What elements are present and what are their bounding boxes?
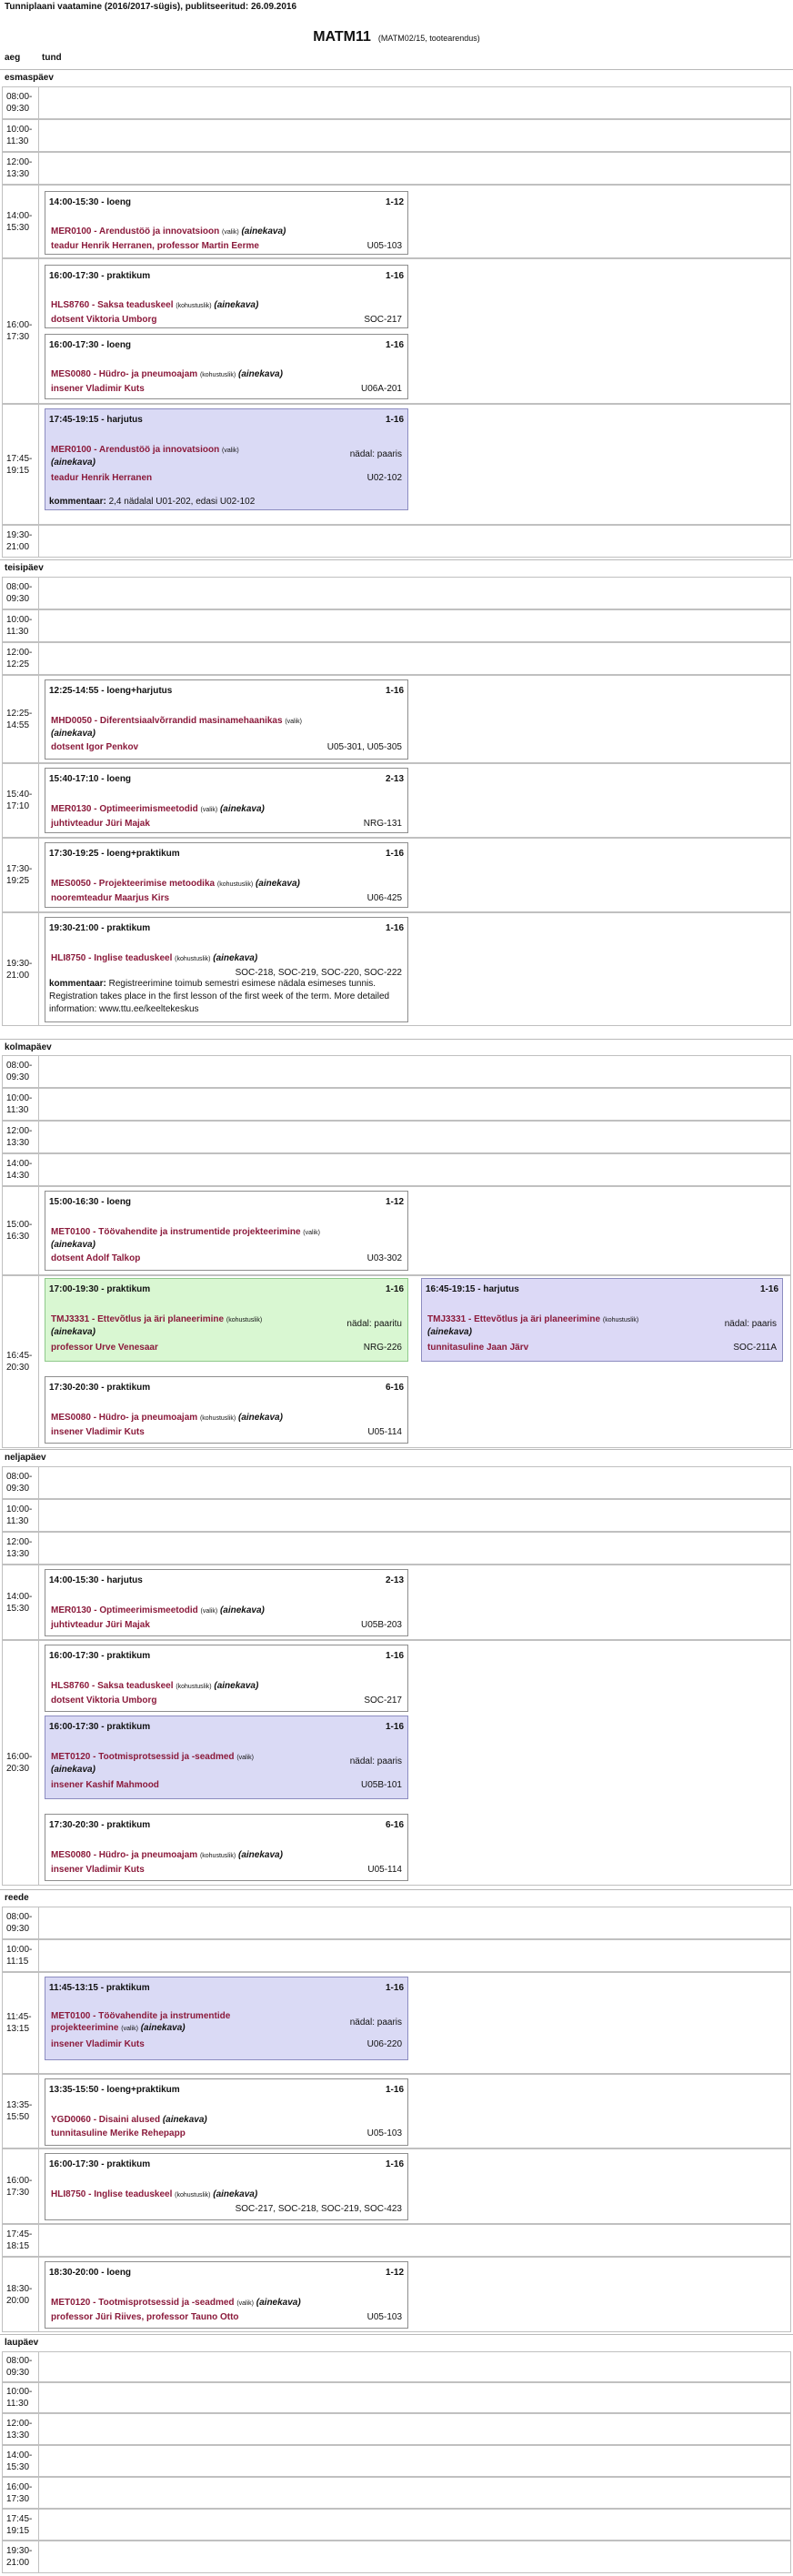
course-link[interactable]: MES0050 - Projekteerimise metoodika xyxy=(51,879,216,889)
class-block[interactable] xyxy=(45,265,408,328)
course-link[interactable]: MER0100 - Arendustöö ja innovatsioon xyxy=(51,445,220,455)
time-row xyxy=(2,1972,791,2074)
time-row xyxy=(2,838,791,912)
class-time-type: 17:45-19:15 - harjutus 1-16 xyxy=(49,415,404,425)
time-row xyxy=(2,1121,791,1153)
class-weeks: 6-16 xyxy=(385,1820,404,1830)
syllabus-link[interactable]: (ainekava) xyxy=(238,369,283,379)
day-thursday: neljapäev xyxy=(0,1449,793,1465)
time-label: 19:30- 21:00 xyxy=(3,2541,39,2572)
class-time-type: 19:30-21:00 - praktikum 1-16 xyxy=(49,923,404,933)
time-row xyxy=(2,1939,791,1972)
time-row xyxy=(2,1907,791,1939)
class-block[interactable] xyxy=(45,1716,408,1799)
time-row xyxy=(2,1153,791,1186)
syllabus-link[interactable]: (ainekava) xyxy=(51,1240,95,1250)
class-details: MER0100 - Arendustöö ja innovatsioon (valik) (ainekava) nädal: paaris teadur Henrik Herranen U02-102 xyxy=(51,445,402,483)
class-weeks: 1-16 xyxy=(385,340,404,350)
room: U05-114 xyxy=(367,1427,402,1437)
class-block[interactable] xyxy=(45,408,408,510)
class-details: HLI8750 - Inglise teaduskeel (kohustuslik) (ainekava) SOC-217, SOC-218, SOC-219, SOC-423 xyxy=(51,2189,402,2214)
class-block[interactable] xyxy=(45,334,408,399)
class-details: MES0050 - Projekteerimise metoodika (kohustuslik) (ainekava) nooremteadur Maarjus Kirs U06-425 xyxy=(51,879,402,903)
time-label: 12:00- 13:30 xyxy=(3,153,39,184)
lecturer-name: tunnitasuline Jaan Järv xyxy=(427,1343,529,1353)
lecturer-name: dotsent Adolf Talkop xyxy=(51,1253,141,1263)
class-details xyxy=(51,2114,402,2138)
time-row xyxy=(2,1275,791,1448)
time-row xyxy=(2,912,791,1026)
class-time-type: 16:45-19:15 - harjutus 1-16 xyxy=(426,1284,778,1294)
class-block[interactable] xyxy=(45,1645,408,1712)
course-link[interactable]: TMJ3331 - Ettevõtlus ja äri planeerimine xyxy=(51,1314,225,1324)
course-link[interactable]: HLI8750 - Inglise teaduskeel xyxy=(51,953,173,963)
class-weeks: 2-13 xyxy=(385,774,404,784)
class-block[interactable] xyxy=(45,842,408,908)
group-note: (MATM02/15, tootearendus) xyxy=(377,34,480,43)
lecturer-name: teadur Henrik Herranen, professor Martin Eerme xyxy=(51,241,259,251)
time-label: 12:00- 13:30 xyxy=(3,2414,39,2444)
course-link[interactable]: YGD0060 - Disaini alused xyxy=(51,2115,161,2125)
time-row xyxy=(2,2074,791,2148)
time-label: 12:00- 12:25 xyxy=(3,643,39,674)
class-block[interactable] xyxy=(45,2153,408,2220)
week-parity: nädal: paaris xyxy=(349,1756,402,1766)
time-label: 11:45- 13:15 xyxy=(3,1973,39,2073)
class-details: MER0100 - Arendustöö ja innovatsioon (valik) (ainekava) teadur Henrik Herranen, professor Martin Eerme U05-103 xyxy=(51,226,402,251)
time-label: 14:00- 15:30 xyxy=(3,1565,39,1639)
time-label: 17:45- 19:15 xyxy=(3,405,39,524)
course-link[interactable]: MER0130 - Optimeerimismeetodid xyxy=(51,1605,198,1615)
class-block[interactable] xyxy=(45,1376,408,1444)
class-time-type: 16:00-17:30 - praktikum 1-16 xyxy=(49,271,404,281)
time-row xyxy=(2,2224,791,2257)
class-weeks: 1-12 xyxy=(385,1197,404,1207)
room: NRG-131 xyxy=(363,819,402,829)
class-block[interactable] xyxy=(45,2078,408,2146)
class-time-type: 14:00-15:30 - loeng 1-12 xyxy=(49,197,404,207)
day-tuesday: teisipäev xyxy=(0,559,793,576)
class-time-type: 16:00-17:30 - praktikum 1-16 xyxy=(49,1651,404,1661)
room: U06A-201 xyxy=(360,384,402,394)
time-label: 08:00- 09:30 xyxy=(3,87,39,118)
time-label: 08:00- 09:30 xyxy=(3,578,39,609)
course-link[interactable]: MER0130 - Optimeerimismeetodid xyxy=(51,804,198,814)
course-link[interactable]: MET0100 - Töövahendite ja instrumentide xyxy=(51,2011,231,2021)
lecturer-name: juhtivteadur Jüri Majak xyxy=(51,819,150,829)
day-wednesday: kolmapäev xyxy=(0,1039,793,1055)
room: NRG-226 xyxy=(363,1343,402,1353)
time-row xyxy=(2,1055,791,1088)
course-link[interactable]: HLI8750 - Inglise teaduskeel xyxy=(51,2189,173,2199)
week-parity: nädal: paaris xyxy=(724,1319,777,1329)
class-time-type: 16:00-17:30 - loeng 1-16 xyxy=(49,340,404,350)
time-label: 10:00- 11:30 xyxy=(3,610,39,641)
class-time-type: 15:00-16:30 - loeng 1-12 xyxy=(49,1197,404,1207)
class-details: MHD0050 - Diferentsiaalvõrrandid masinamehaanikas (valik) (ainekava) dotsent Igor Penkov U05-301, U05-305 xyxy=(51,716,402,752)
class-block[interactable] xyxy=(45,1814,408,1881)
syllabus-link[interactable]: (ainekava) xyxy=(256,2298,301,2308)
time-label: 14:00- 14:30 xyxy=(3,1154,39,1185)
time-row xyxy=(2,763,791,838)
class-time-type: 17:00-19:30 - praktikum 1-16 xyxy=(49,1284,404,1294)
lecturer-name: dotsent Viktoria Umborg xyxy=(51,1696,157,1706)
lecturer-name: tunnitasuline Merike Rehepapp xyxy=(51,2128,186,2138)
class-details: MET0100 - Töövahendite ja instrumentide projekteerimine (valik) (ainekava) dotsent Adolf Talkop U03-302 xyxy=(51,1227,402,1263)
class-details: TMJ3331 - Ettevõtlus ja äri planeerimine (kohustuslik) (ainekava) nädal: paaritu professor Urve Venesaar NRG-226 xyxy=(51,1314,402,1353)
class-time-type: 13:35-15:50 - loeng+praktikum 1-16 xyxy=(49,2085,404,2095)
class-details: MET0120 - Tootmisprotsessid ja -seadmed (valik) (ainekava) professor Jüri Riives, professor Tauno Otto U05-103 xyxy=(51,2298,402,2322)
class-comment: kommentaar: Registreerimine toimub semestri esimese nädala esimeses tunnis. Registration takes place in the first lesson of the first week of the term. More detailed information: www.ttu.ee/keeltekeskus xyxy=(49,979,390,1014)
syllabus-link[interactable]: (ainekava) xyxy=(219,1605,265,1615)
time-label: 08:00- 09:30 xyxy=(3,2352,39,2381)
lecturer-name: insener Vladimir Kuts xyxy=(51,384,145,394)
room: U05-103 xyxy=(366,2128,402,2138)
syllabus-link[interactable]: (ainekava) xyxy=(214,1681,259,1691)
class-time-type: 16:00-17:30 - praktikum 1-16 xyxy=(49,1722,404,1732)
time-row xyxy=(2,577,791,609)
lecturer-name: dotsent Viktoria Umborg xyxy=(51,315,157,325)
time-label: 13:35- 15:50 xyxy=(3,2075,39,2148)
time-row xyxy=(2,2257,791,2332)
time-row xyxy=(2,1499,791,1532)
class-block[interactable] xyxy=(45,917,408,1022)
lecturer-name: professor Urve Venesaar xyxy=(51,1343,158,1353)
class-time-type: 15:40-17:10 - loeng 2-13 xyxy=(49,774,404,784)
lecturer-name: professor Jüri Riives, professor Tauno Otto xyxy=(51,2312,239,2322)
time-row xyxy=(2,2541,791,2573)
time-row xyxy=(2,2477,791,2509)
time-row xyxy=(2,1532,791,1565)
course-link[interactable]: HLS8760 - Saksa teaduskeel xyxy=(51,300,174,310)
lecturer-name: insener Kashif Mahmood xyxy=(51,1780,159,1790)
course-link[interactable]: MET0120 - Tootmisprotsessid ja -seadmed xyxy=(51,1752,235,1762)
room: U05B-203 xyxy=(360,1620,402,1630)
lecturer-name: juhtivteadur Jüri Majak xyxy=(51,1620,150,1630)
room: SOC-211A xyxy=(733,1343,777,1353)
course-link[interactable]: MES0080 - Hüdro- ja pneumoajam xyxy=(51,1850,198,1860)
syllabus-link[interactable]: (ainekava) xyxy=(213,2189,258,2199)
class-details: MET0120 - Tootmisprotsessid ja -seadmed (valik) (ainekava) nädal: paaris insener Kashif Mahmood U05B-101 xyxy=(51,1752,402,1790)
class-block[interactable] xyxy=(45,1191,408,1271)
lecturer-name: dotsent Igor Penkov xyxy=(51,742,139,752)
syllabus-link[interactable]: (ainekava) xyxy=(51,729,95,739)
time-label: 08:00- 09:30 xyxy=(3,1907,39,1938)
syllabus-link[interactable]: (ainekava) xyxy=(140,2023,186,2033)
time-row xyxy=(2,2509,791,2541)
class-block[interactable] xyxy=(45,2261,408,2329)
time-row xyxy=(2,1186,791,1275)
week-parity: nädal: paaritu xyxy=(346,1319,402,1329)
time-row xyxy=(2,2413,791,2445)
time-label: 10:00- 11:30 xyxy=(3,2383,39,2412)
course-link[interactable]: MHD0050 - Diferentsiaalvõrrandid masinamehaanikas xyxy=(51,716,283,726)
class-time-type: 17:30-20:30 - praktikum 6-16 xyxy=(49,1383,404,1393)
syllabus-link[interactable]: (ainekava) xyxy=(255,879,300,889)
class-weeks: 1-16 xyxy=(385,2159,404,2169)
time-row xyxy=(2,2382,791,2413)
course-link[interactable]: MET0120 - Tootmisprotsessid ja -seadmed xyxy=(51,2298,235,2308)
room: U05-301, U05-305 xyxy=(326,742,402,752)
time-row xyxy=(2,119,791,152)
class-details: HLS8760 - Saksa teaduskeel (kohustuslik) (ainekava) dotsent Viktoria Umborg SOC-217 xyxy=(51,1681,402,1706)
class-weeks: 1-12 xyxy=(385,2268,404,2278)
column-time: aeg xyxy=(5,53,21,63)
room: U06-425 xyxy=(366,893,402,903)
week-parity: nädal: paaris xyxy=(349,449,402,459)
course-link[interactable]: MER0100 - Arendustöö ja innovatsioon xyxy=(51,226,220,236)
column-class: tund xyxy=(42,53,62,63)
class-weeks: 1-16 xyxy=(385,271,404,281)
class-details: MET0100 - Töövahendite ja instrumentide projekteerimine (valik) (ainekava) nädal: paaris insener Vladimir Kuts U06-220 xyxy=(51,2011,402,2049)
time-label: 14:00- 15:30 xyxy=(3,186,39,257)
time-row xyxy=(2,1466,791,1499)
class-time-type: 11:45-13:15 - praktikum 1-16 xyxy=(49,1983,404,1993)
class-time-type: 17:30-20:30 - praktikum 6-16 xyxy=(49,1820,404,1830)
time-label: 16:45- 20:30 xyxy=(3,1276,39,1447)
day-saturday: laupäev xyxy=(0,2334,793,2350)
room: SOC-217, SOC-218, SOC-219, SOC-423 xyxy=(235,2204,402,2214)
class-block[interactable] xyxy=(45,1977,408,2060)
class-block[interactable] xyxy=(45,1278,408,1362)
time-row xyxy=(2,609,791,642)
class-weeks: 1-16 xyxy=(385,1722,404,1732)
syllabus-link[interactable]: (ainekava) xyxy=(51,458,95,468)
group-code: MATM11 xyxy=(313,29,371,45)
time-label: 17:45- 19:15 xyxy=(3,2510,39,2540)
class-weeks: 1-16 xyxy=(385,2085,404,2095)
class-block[interactable] xyxy=(45,768,408,833)
time-label: 16:00- 17:30 xyxy=(3,2478,39,2508)
time-label: 08:00- 09:30 xyxy=(3,1467,39,1498)
time-label: 10:00- 11:30 xyxy=(3,120,39,151)
time-label: 10:00- 11:30 xyxy=(3,1089,39,1120)
lecturer-name: insener Vladimir Kuts xyxy=(51,2039,145,2049)
lecturer-name: insener Vladimir Kuts xyxy=(51,1427,145,1437)
time-label: 10:00- 11:15 xyxy=(3,1940,39,1971)
class-details: MES0080 - Hüdro- ja pneumoajam (kohustuslik) (ainekava) insener Vladimir Kuts U05-114 xyxy=(51,1850,402,1875)
room: SOC-217 xyxy=(364,1696,402,1706)
time-row xyxy=(2,2351,791,2382)
time-row xyxy=(2,2445,791,2477)
time-label: 12:00- 13:30 xyxy=(3,1122,39,1152)
class-block[interactable] xyxy=(45,191,408,255)
time-label: 18:30- 20:00 xyxy=(3,2258,39,2331)
course-link[interactable]: MES0080 - Hüdro- ja pneumoajam xyxy=(51,1413,198,1423)
time-label: 16:00- 17:30 xyxy=(3,259,39,403)
class-weeks: 1-16 xyxy=(759,1284,778,1294)
room: SOC-217 xyxy=(364,315,402,325)
time-row xyxy=(2,1640,791,1886)
syllabus-link[interactable]: (ainekava) xyxy=(241,226,286,236)
syllabus-link[interactable]: (ainekava) xyxy=(51,1327,95,1337)
class-time-type: 17:30-19:25 - loeng+praktikum 1-16 xyxy=(49,849,404,859)
syllabus-link[interactable]: (ainekava) xyxy=(219,804,265,814)
class-details: HLI8750 - Inglise teaduskeel (kohustuslik) (ainekava) SOC-218, SOC-219, SOC-220, SOC-222 xyxy=(51,953,402,978)
time-row xyxy=(2,2148,791,2224)
course-link[interactable]: MES0080 - Hüdro- ja pneumoajam xyxy=(51,369,198,379)
room: U05-114 xyxy=(367,1865,402,1875)
day-friday: reede xyxy=(0,1889,793,1906)
room: U06-220 xyxy=(366,2039,402,2049)
class-weeks: 1-16 xyxy=(385,1284,404,1294)
lecturer-name: teadur Henrik Herranen xyxy=(51,473,153,483)
lecturer-name: insener Vladimir Kuts xyxy=(51,1865,145,1875)
time-row xyxy=(2,185,791,258)
class-weeks: 2-13 xyxy=(385,1575,404,1585)
room: U02-102 xyxy=(366,473,402,483)
time-row xyxy=(2,86,791,119)
syllabus-link[interactable]: (ainekava) xyxy=(214,300,259,310)
class-details: MES0080 - Hüdro- ja pneumoajam (kohustuslik) (ainekava) insener Vladimir Kuts U05-114 xyxy=(51,1413,402,1437)
class-weeks: 1-16 xyxy=(385,1983,404,1993)
time-label: 17:30- 19:25 xyxy=(3,839,39,911)
class-time-type: 14:00-15:30 - harjutus 2-13 xyxy=(49,1575,404,1585)
class-weeks: 6-16 xyxy=(385,1383,404,1393)
time-row xyxy=(2,258,791,404)
time-label: 19:30- 21:00 xyxy=(3,526,39,557)
lecturer-name: nooremteadur Maarjus Kirs xyxy=(51,893,170,903)
class-details: TMJ3331 - Ettevõtlus ja äri planeerimine (kohustuslik) (ainekava) nädal: paaris tunnitasuline Jaan Järv SOC-211A xyxy=(427,1314,777,1353)
class-weeks: 1-12 xyxy=(385,197,404,207)
course-link[interactable]: HLS8760 - Saksa teaduskeel xyxy=(51,1681,174,1691)
time-label: 14:00- 15:30 xyxy=(3,2446,39,2476)
room: U05-103 xyxy=(366,241,402,251)
day-monday: esmaspäev xyxy=(0,69,793,86)
class-block[interactable] xyxy=(45,1569,408,1636)
course-link[interactable]: MET0100 - Töövahendite ja instrumentide projekteerimine xyxy=(51,1227,301,1237)
time-label: 10:00- 11:30 xyxy=(3,1500,39,1531)
time-label: 15:40- 17:10 xyxy=(3,764,39,837)
course-link-cont[interactable]: projekteerimine xyxy=(51,2023,119,2033)
syllabus-link[interactable]: (ainekava) xyxy=(238,1850,283,1860)
time-row xyxy=(2,404,791,525)
time-row xyxy=(2,152,791,185)
class-comment: kommentaar: 2,4 nädalal U01-202, edasi U02-102 xyxy=(49,497,256,507)
time-label: 15:00- 16:30 xyxy=(3,1187,39,1274)
time-label: 17:45- 18:15 xyxy=(3,2225,39,2256)
class-weeks: 1-16 xyxy=(385,923,404,933)
syllabus-link[interactable]: (ainekava) xyxy=(213,953,258,963)
page-header: Tunniplaani vaatamine (2016/2017-sügis), publitseeritud: 26.09.2016 xyxy=(5,2,297,12)
class-weeks: 1-16 xyxy=(385,1651,404,1661)
class-details: MER0130 - Optimeerimismeetodid (valik) (ainekava) juhtivteadur Jüri Majak U05B-203 xyxy=(51,1605,402,1630)
room: U05B-101 xyxy=(360,1780,402,1790)
time-row xyxy=(2,642,791,675)
class-time-type: 16:00-17:30 - praktikum 1-16 xyxy=(49,2159,404,2169)
time-label: 12:00- 13:30 xyxy=(3,1533,39,1564)
class-weeks: 1-16 xyxy=(385,415,404,425)
time-label: 08:00- 09:30 xyxy=(3,1056,39,1087)
time-label: 16:00- 17:30 xyxy=(3,2149,39,2223)
time-label: 19:30- 21:00 xyxy=(3,913,39,1025)
syllabus-link[interactable]: (ainekava) xyxy=(51,1765,95,1775)
time-label: 16:00- 20:30 xyxy=(3,1641,39,1885)
class-time-type: 18:30-20:00 - loeng 1-12 xyxy=(49,2268,404,2278)
room: U03-302 xyxy=(366,1253,402,1263)
class-block[interactable] xyxy=(421,1278,783,1362)
time-label: 12:25- 14:55 xyxy=(3,676,39,762)
class-weeks: 1-16 xyxy=(385,686,404,696)
syllabus-link[interactable]: (ainekava) xyxy=(162,2115,207,2125)
syllabus-link[interactable]: (ainekava) xyxy=(238,1413,283,1423)
week-parity: nädal: paaris xyxy=(349,2018,402,2028)
time-row xyxy=(2,675,791,763)
class-details: MER0130 - Optimeerimismeetodid (valik) (ainekava) juhtivteadur Jüri Majak NRG-131 xyxy=(51,804,402,829)
group-title xyxy=(0,29,793,45)
class-details: HLS8760 - Saksa teaduskeel (kohustuslik) (ainekava) dotsent Viktoria Umborg SOC-217 xyxy=(51,300,402,325)
class-time-type: 12:25-14:55 - loeng+harjutus 1-16 xyxy=(49,686,404,696)
time-row xyxy=(2,1565,791,1640)
class-block[interactable] xyxy=(45,679,408,760)
syllabus-link[interactable]: (ainekava) xyxy=(427,1327,472,1337)
room: U05-103 xyxy=(366,2312,402,2322)
room: SOC-218, SOC-219, SOC-220, SOC-222 xyxy=(235,968,402,978)
time-row xyxy=(2,525,791,558)
class-details: MES0080 - Hüdro- ja pneumoajam (kohustuslik) (ainekava) insener Vladimir Kuts U06A-201 xyxy=(51,369,402,394)
time-row xyxy=(2,1088,791,1121)
course-link[interactable]: TMJ3331 - Ettevõtlus ja äri planeerimine xyxy=(427,1314,601,1324)
class-weeks: 1-16 xyxy=(385,849,404,859)
